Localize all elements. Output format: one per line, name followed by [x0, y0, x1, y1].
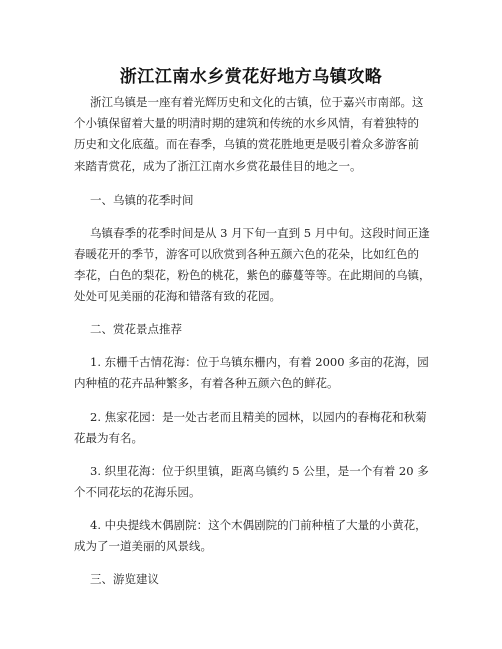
recommendation-item-line: 1. 东栅千古情花海：位于乌镇东栅内，有着 2000 多亩的花海，园: [90, 355, 429, 369]
section1-line: 李花，白色的梨花，粉色的桃花，紫色的藤蔓等等。在此期间的乌镇，: [74, 268, 431, 282]
recommendation-item-line: 个不同花坛的花海乐园。: [74, 485, 201, 499]
recommendation-item-line: 内种植的花卉品种繁多，有着各种五颜六色的鲜花。: [74, 376, 339, 390]
section1-line: 处处可见美丽的花海和错落有致的花园。: [74, 289, 281, 303]
intro-line: 来踏青赏花，成为了浙江江南水乡赏花最佳目的地之一。: [74, 159, 362, 173]
recommendation-item-line: 成为了一道美丽的风景线。: [74, 539, 212, 553]
intro-line: 历史和文化底蕴。而在春季，乌镇的赏花胜地更是吸引着众多游客前: [74, 137, 419, 151]
section1-line: 乌镇春季的花季时间是从 3 月下旬一直到 5 月中旬。这段时间正逢: [90, 226, 430, 240]
recommendation-item-line: 2. 焦家花园：是一处古老而且精美的园林，以园内的春梅花和秋菊: [90, 410, 427, 424]
section-heading-flower-season: 一、乌镇的花季时间: [90, 193, 194, 207]
section1-line: 春暖花开的季节，游客可以欣赏到各种五颜六色的花朵，比如红色的: [74, 247, 419, 261]
section-heading-tour-tips: 三、游览建议: [90, 572, 159, 586]
intro-line: 浙江乌镇是一座有着光辉历史和文化的古镇，位于嘉兴市南部。这: [90, 95, 424, 109]
recommendation-item-line: 3. 织里花海：位于织里镇，距离乌镇约 5 公里，是一个有着 20 多: [90, 464, 429, 478]
recommendation-item-line: 花最为有名。: [74, 431, 143, 445]
recommendation-item-line: 4. 中央提线木偶剧院：这个木偶剧院的门前种植了大量的小黄花，: [90, 518, 427, 532]
section-heading-recommendations: 二、赏花景点推荐: [90, 322, 182, 336]
document-title: 浙江江南水乡赏花好地方乌镇攻略: [119, 67, 383, 87]
intro-line: 个小镇保留着大量的明清时期的建筑和传统的水乡风情，有着独特的: [74, 116, 419, 130]
